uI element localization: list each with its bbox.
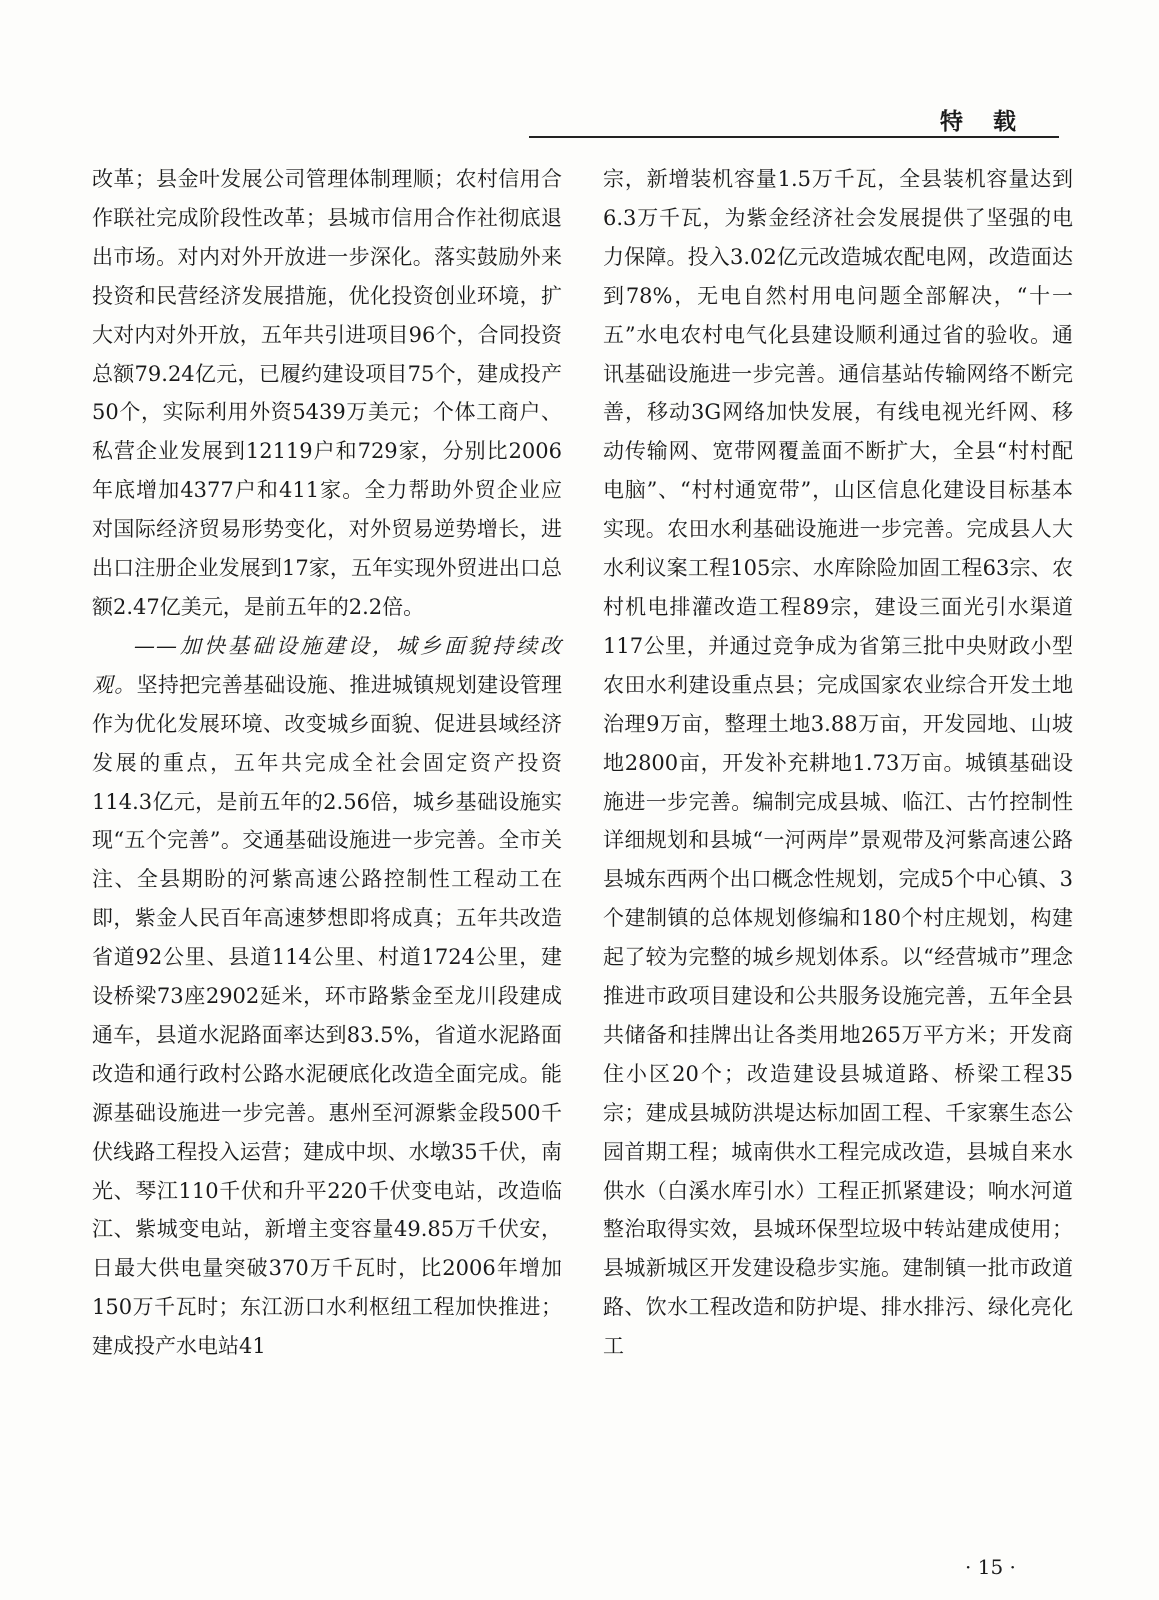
header-rule: [529, 136, 1059, 138]
left-paragraph-2: [92, 627, 562, 1366]
left-paragraph-1: 改革；县金叶发展公司管理体制理顺；农村信用合作联社完成阶段性改革；县城市信用合作社彻底退出市场。对内对外开放进一步深化。落实鼓励外来投资和民营经济发展措施，优化投资创业环境，扩大对内对外开放，五年共引进项目96个，合同投资总额79.24亿元，已履约建设项目75个，建成投产50个，实际利用外资5439万美元；个体工商户、私营企业发展到12119户和729家，分别比2006年底增加4377户和411家。全力帮助外贸企业应对国际经济贸易形势变化，对外贸易逆势增长，进出口注册企业发展到17家，五年实现外贸进出口总额2.47亿美元，是前五年的2.2倍。: [92, 167, 562, 619]
right-column: [603, 160, 1073, 1366]
section-title: 特载: [940, 109, 1046, 135]
right-paragraph-1: 宗，新增装机容量1.5万千瓦，全县装机容量达到6.3万千瓦，为紫金经济社会发展提供了坚强的电力保障。投入3.02亿元改造城农配电网，改造面达到78%，无电自然村用电问题全部解决，“十一五”水电农村电气化县建设顺利通过省的验收。通讯基础设施进一步完善。通信基站传输网络不断完善，移动3G网络加快发展，有线电视光纤网、移动传输网、宽带网覆盖面不断扩大，全县“村村配电脑”、“村村通宽带”，山区信息化建设目标基本实现。农田水利基础设施进一步完善。完成县人大水利议案工程105宗、水库除险加固工程63宗、农村机电排灌改造工程89宗，建设三面光引水渠道117公里，并通过竞争成为省第三批中央财政小型农田水利建设重点县；完成国家农业综合开发土地治理9万亩，整理土地3.88万亩，开发园地、山坡地2800亩，开发补充耕地1.73万亩。城镇基础设施进一步完善。编制完成县城、临江、古竹控制性详细规划和县城“一河两岸”景观带及河紫高速公路县城东西两个出口概念性规划，完成5个中心镇、3个建制镇的总体规划修编和180个村庄规划，构建起了较为完整的城乡规划体系。以“经营城市”理念推进市政项目建设和公共服务设施完善，五年全县共储备和挂牌出让各类用地265万平方米；开发商住小区20个；改造建设县城道路、桥梁工程35宗；建成县城防洪堤达标加固工程、千家寨生态公园首期工程；城南供水工程完成改造，县城自来水供水（白溪水库引水）工程正抓紧建设；响水河道整治取得实效，县城环保型垃圾中转站建成使用；县城新城区开发建设稳步实施。建制镇一批市政道路、饮水工程改造和防护堤、排水排污、绿化亮化工: [603, 167, 1073, 1359]
left-paragraph-2-body: 坚持把完善基础设施、推进城镇规划建设管理作为优化发展环境、改变城乡面貌、促进县域经济发展的重点，五年共完成全社会固定资产投资114.3亿元，是前五年的2.56倍，城乡基础设施实现“五个完善”。交通基础设施进一步完善。全市关注、全县期盼的河紫高速公路控制性工程动工在即，紫金人民百年高速梦想即将成真；五年共改造省道92公里、县道114公里、村道1724公里，建设桥梁73座2902延米，环市路紫金至龙川段建成通车，县道水泥路面率达到83.5%，省道水泥路面改造和通行政村公路水泥硬底化改造全面完成。能源基础设施进一步完善。惠州至河源紫金段500千伏线路工程投入运营；建成中坝、水墩35千伏，南光、琴江110千伏和升平220千伏变电站，改造临江、紫城变电站，新增主变容量49.85万千伏安，日最大供电量突破370万千瓦时，比2006年增加150万千瓦时；东江沥口水利枢纽工程加快推进；建成投产水电站41: [92, 672, 563, 1359]
left-column: [92, 160, 562, 1366]
section-lead-heading: ——加快基础设施建设，城乡面貌持续改观。: [92, 633, 562, 697]
page-number: · 15 ·: [965, 1555, 1016, 1579]
